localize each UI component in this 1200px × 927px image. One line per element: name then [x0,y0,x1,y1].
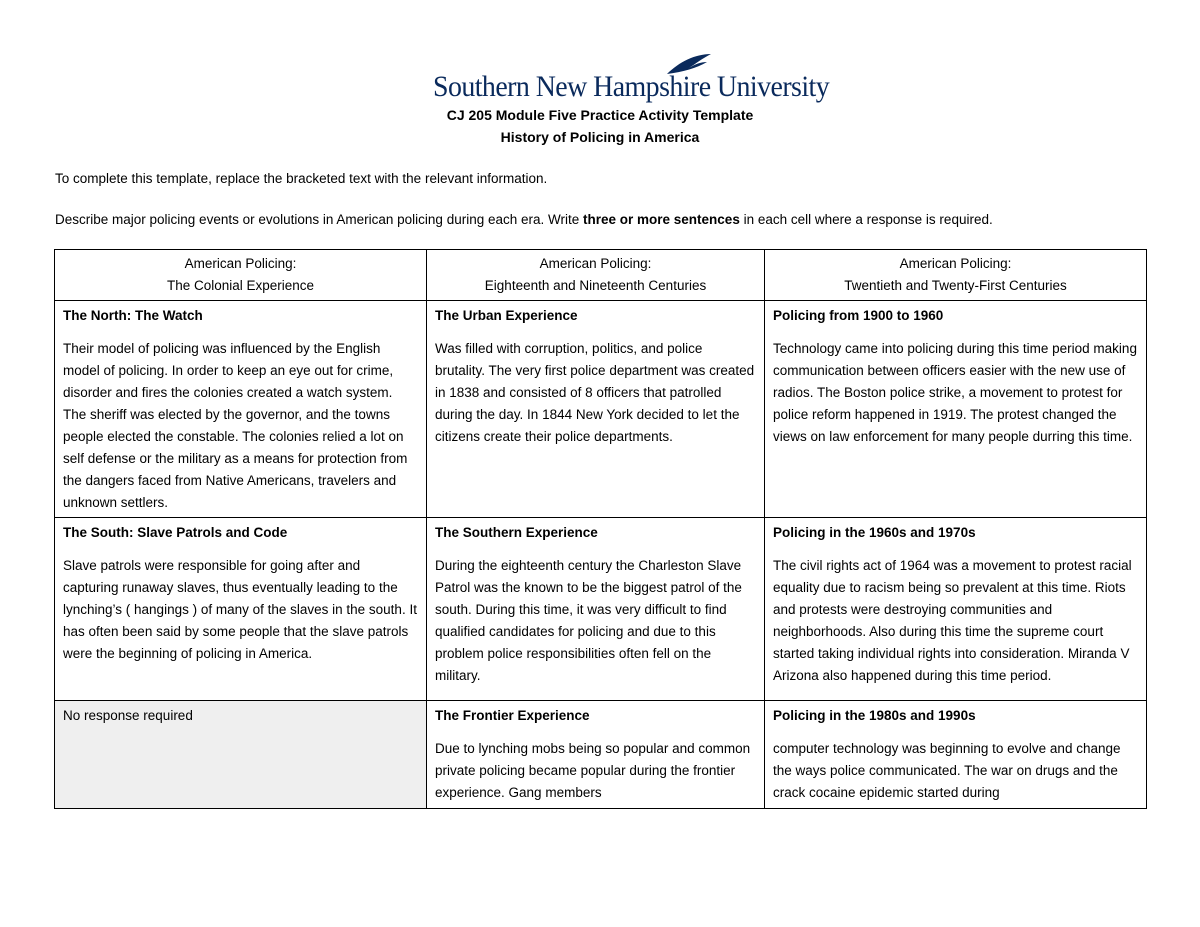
header-label: American Policing: [184,256,297,271]
cell-body: During the eighteenth century the Charleston Slave Patrol was the known to be the biggest patrol of the south. During this time, it was very difficult to find qualified candidates for policing and due to this problem police responsibilities often fell on the military. [435,558,742,683]
cell-heading: Policing in the 1980s and 1990s [773,708,976,723]
table-header-row [55,250,1147,301]
header-label: American Policing: [899,256,1012,271]
cell-body: computer technology was beginning to evolve and change the ways police communicated. The war on drugs and the crack cocaine epidemic started during [773,741,1121,800]
cell-heading: The Frontier Experience [435,708,590,723]
table-cell[interactable] [427,518,765,701]
table-cell[interactable] [427,701,765,809]
cell-body: The civil rights act of 1964 was a movement to protest racial equality due to racism being so prevalent at this time. Riots and protests were destroying communities and neighborhoods. Also during this time the supreme court started taking individual rights into consideration. Miranda V Arizona also happened during this time period. [773,558,1132,683]
cell-body: No response required [63,708,193,723]
instruction-line-2 [55,212,993,227]
table-row [55,701,1147,809]
cell-body: Due to lynching mobs being so popular and common private policing became popular during the frontier experience. Gang members [435,741,751,800]
header-18th-19th [427,250,765,301]
table-cell[interactable] [765,518,1147,701]
cell-heading: The South: Slave Patrols and Code [63,525,288,540]
table-cell[interactable] [765,301,1147,518]
cell-heading: The North: The Watch [63,308,203,323]
policing-history-table [54,249,1147,809]
table-row [55,301,1147,518]
cell-heading: The Southern Experience [435,525,598,540]
cell-heading: The Urban Experience [435,308,578,323]
table-cell[interactable] [55,301,427,518]
cell-body: Was filled with corruption, politics, and police brutality. The very first police department was created in 1838 and consisted of 8 officers that patrolled during the day. In 1844 New York decided to let the citizens create their police departments. [435,341,755,444]
cell-body: Their model of policing was influenced by the English model of policing. In order to keep an eye out for crime, disorder and fires the colonies created a watch system. The sheriff was elected by the governor, and the towns people elected the constable. The colonies relied a lot on self defense or the military as a means for protection from the dangers faced from Native Americans, travelers and unknown settlers. [63,341,408,510]
header-era: Eighteenth and Nineteenth Centuries [484,278,707,293]
logo-text: Southern New Hampshire University [433,70,830,103]
header-colonial [55,250,427,301]
table-cell[interactable] [427,301,765,518]
cell-body: Slave patrols were responsible for going after and capturing runaway slaves, thus eventually leading to the lynching’s ( hangings ) of many of the slaves in the south. It has often been said by some people that the slave patrols were the beginning of policing in America. [63,558,417,661]
cell-body: Technology came into policing during this time period making communication between officers easier with the new use of radios. The Boston police strike, a movement to protest for police reform happened in 1919. The protest changed the views on law enforcement for many people durring this time. [773,341,1137,444]
document-title: CJ 205 Module Five Practice Activity Template [446,107,754,123]
header-20th-21st [765,250,1147,301]
university-logo [433,52,830,104]
instruction-text-a: Describe major policing events or evolutions in American policing during each era. Write [55,212,584,227]
instruction-emphasis: three or more sentences [583,212,740,227]
document-subtitle: History of Policing in America [500,129,700,145]
cell-heading: Policing in the 1960s and 1970s [773,525,976,540]
header-era: The Colonial Experience [166,278,315,293]
header-label: American Policing: [539,256,652,271]
table-cell[interactable] [765,701,1147,809]
table-row [55,518,1147,701]
table-cell[interactable] [55,518,427,701]
table-cell-no-response [55,701,427,809]
header-era: Twentieth and Twenty-First Centuries [844,278,1067,293]
cell-heading: Policing from 1900 to 1960 [773,308,944,323]
instruction-line-1: To complete this template, replace the bracketed text with the relevant information. [55,171,548,186]
instruction-text-b: in each cell where a response is required. [739,212,993,227]
